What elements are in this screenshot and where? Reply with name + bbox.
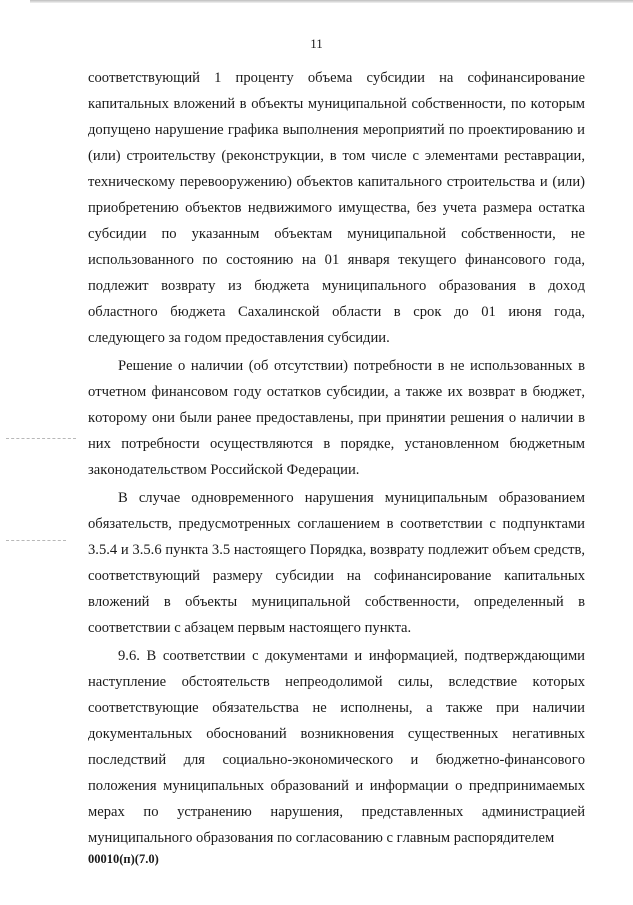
- paragraph-9-6: 9.6. В соответствии с документами и информацией, подтверждающими наступление обстоятельств непреодолимой силы, вследствие которых соответствующие обязательства не исполнены, а также при наличии документальных обоснований возникновения существенных негативных последствий для социально-экономического и бюджетно-финансового положения муниципальных образований и информации о предпринимаемых мерах по устранению нарушения, представленных администрацией муниципального образования по согласованию с главным распорядителем: [88, 648, 585, 846]
- document-body: [88, 65, 585, 851]
- paragraph-unused-balances: Решение о наличии (об отсутствии) потребности в не использованных в отчетном финансовом году остатков субсидии, а также их возврат в бюджет, которому они были ранее предоставлены, при принятии решения о наличии в них потребности осуществляются в порядке, установленном бюджетным законодательством Российской Федерации.: [88, 358, 585, 478]
- scan-artifact-line: [6, 540, 66, 541]
- paragraph-continuation: соответствующий 1 проценту объема субсидии на софинансирование капитальных вложений в объекты муниципальной собственности, по которым допущено нарушение графика выполнения мероприятий по проектированию и (или) строительству (реконструкции, в том числе с элементами реставрации, техническому перевооружению) объектов капитального строительства и (или) приобретению объектов недвижимого имущества, без учета размера остатка субсидии по указанным объектам муниципальной собственности, не использованного по состоянию на 01 января текущего финансового года, подлежит возврату из бюджета муниципального образования в доход областного бюджета Сахалинской области в срок до 01 июня года, следующего за годом предоставления субсидии.: [88, 70, 585, 346]
- scan-artifact-line: [6, 438, 76, 439]
- paragraph-simultaneous-violation: В случае одновременного нарушения муниципальным образованием обязательств, предусмотренных соглашением в соответствии с подпунктами 3.5.4 и 3.5.6 пункта 3.5 настоящего Порядка, возврату подлежит объем средств, соответствующий размеру субсидии на софинансирование капитальных вложений в объекты муниципальной собственности, определенный в соответствии с абзацем первым настоящего пункта.: [88, 490, 585, 636]
- scan-edge: [30, 0, 633, 3]
- document-code: 00010(п)(7.0): [88, 852, 159, 866]
- page-number: 11: [310, 36, 323, 51]
